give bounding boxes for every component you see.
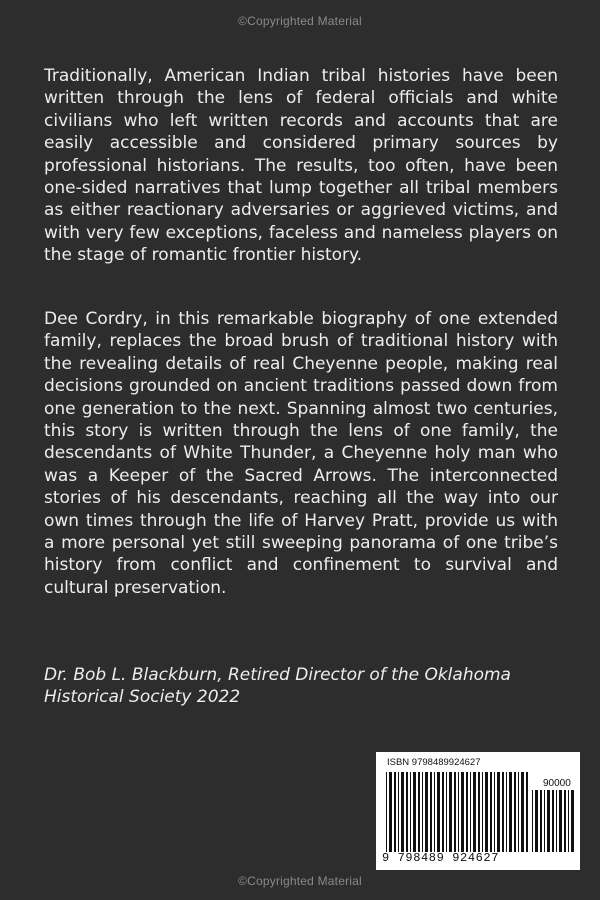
barcode-bar: [571, 790, 574, 852]
isbn-barcode: [376, 752, 580, 870]
barcode-bar: [437, 772, 440, 852]
barcode-bar: [422, 772, 423, 852]
price-code: 90000: [543, 778, 571, 789]
barcode-bar: [564, 790, 566, 852]
barcode-bar: [394, 772, 396, 852]
attribution-line-2: Historical Society 2022: [44, 687, 241, 708]
blurb-paragraph-2: Dee Cordry, in this remarkable biography of one extended family, replaces the broad brush of traditional history with the revealing details of real Cheyenne people, making real decisions grounded on ancient traditions passed down from one generation to the next. Spanning almost two centuries, this story is written through the lens of one family, the descendants of White Thunder, a Cheyenne holy man who was a Keeper of the Sacred Arrows. The interconnected stories of his descendants, reaching all the way into our own times through the life of Harvey Pratt, provide us with a more personal yet still sweeping panorama of one tribe’s history from conflict and confinement to survival and cultural preservation.: [44, 309, 558, 598]
barcode-bar: [540, 790, 542, 852]
barcode-bar: [544, 790, 545, 852]
blurb-attribution: [44, 664, 584, 709]
barcode-bar: [506, 772, 507, 852]
barcode-bar: [413, 772, 416, 852]
attribution-line-1: Dr. Bob L. Blackburn, Retired Director of the Oklahoma: [44, 665, 511, 685]
isbn-digits: 9 798489 924627: [382, 851, 500, 865]
barcode-bar: [497, 772, 500, 852]
blurb-paragraph-1: Traditionally, American Indian tribal histories have been written through the lens of federal officials and white civilians who left written records and accounts that are easily accessible and considered primary sources by professional historians. The results, too often, have been one-sided narratives that lump together all tribal members as either reactionary adversaries or aggrieved victims, and with very few exceptions, faceless and nameless players on the stage of romantic frontier history.: [44, 66, 558, 266]
barcode-bar: [518, 772, 519, 852]
barcode-bar: [532, 790, 533, 852]
barcode-bar: [494, 772, 495, 852]
barcode-bar: [398, 772, 399, 852]
barcode-bar: [389, 772, 392, 852]
copyright-watermark-bottom: ©Copyrighted Material: [238, 874, 362, 888]
barcode-bar: [535, 790, 538, 852]
barcode-bar: [502, 772, 504, 852]
barcode-bar: [434, 772, 435, 852]
price-barcode-bars: [532, 790, 576, 852]
barcode-bar: [509, 772, 512, 852]
barcode-bar: [473, 772, 476, 852]
barcode-bar: [449, 772, 452, 852]
barcode-bar: [478, 772, 480, 852]
barcode-bar: [425, 772, 428, 852]
barcode-bar: [454, 772, 456, 852]
barcode-bar: [552, 790, 554, 852]
barcode-bar: [386, 772, 387, 852]
barcode-bar: [547, 790, 550, 852]
barcode-bar: [442, 772, 444, 852]
barcode-bars: [386, 772, 530, 852]
barcode-bar: [514, 772, 516, 852]
barcode-bar: [401, 772, 404, 852]
barcode-bar: [485, 772, 488, 852]
barcode-bar: [430, 772, 432, 852]
isbn-label: ISBN 9798489924627: [387, 757, 481, 768]
barcode-bar: [556, 790, 557, 852]
barcode-bar: [470, 772, 471, 852]
barcode-bar: [410, 772, 411, 852]
barcode-bar: [568, 790, 569, 852]
copyright-watermark-top: ©Copyrighted Material: [238, 14, 362, 28]
barcode-bar: [418, 772, 420, 852]
barcode-bar: [446, 772, 447, 852]
barcode-bar: [559, 790, 562, 852]
barcode-bar: [482, 772, 483, 852]
barcode-bar: [521, 772, 524, 852]
barcode-bar: [461, 772, 464, 852]
barcode-bar: [458, 772, 459, 852]
barcode-bar: [466, 772, 468, 852]
barcode-bar: [526, 772, 528, 852]
barcode-bar: [490, 772, 492, 852]
barcode-bar: [406, 772, 408, 852]
